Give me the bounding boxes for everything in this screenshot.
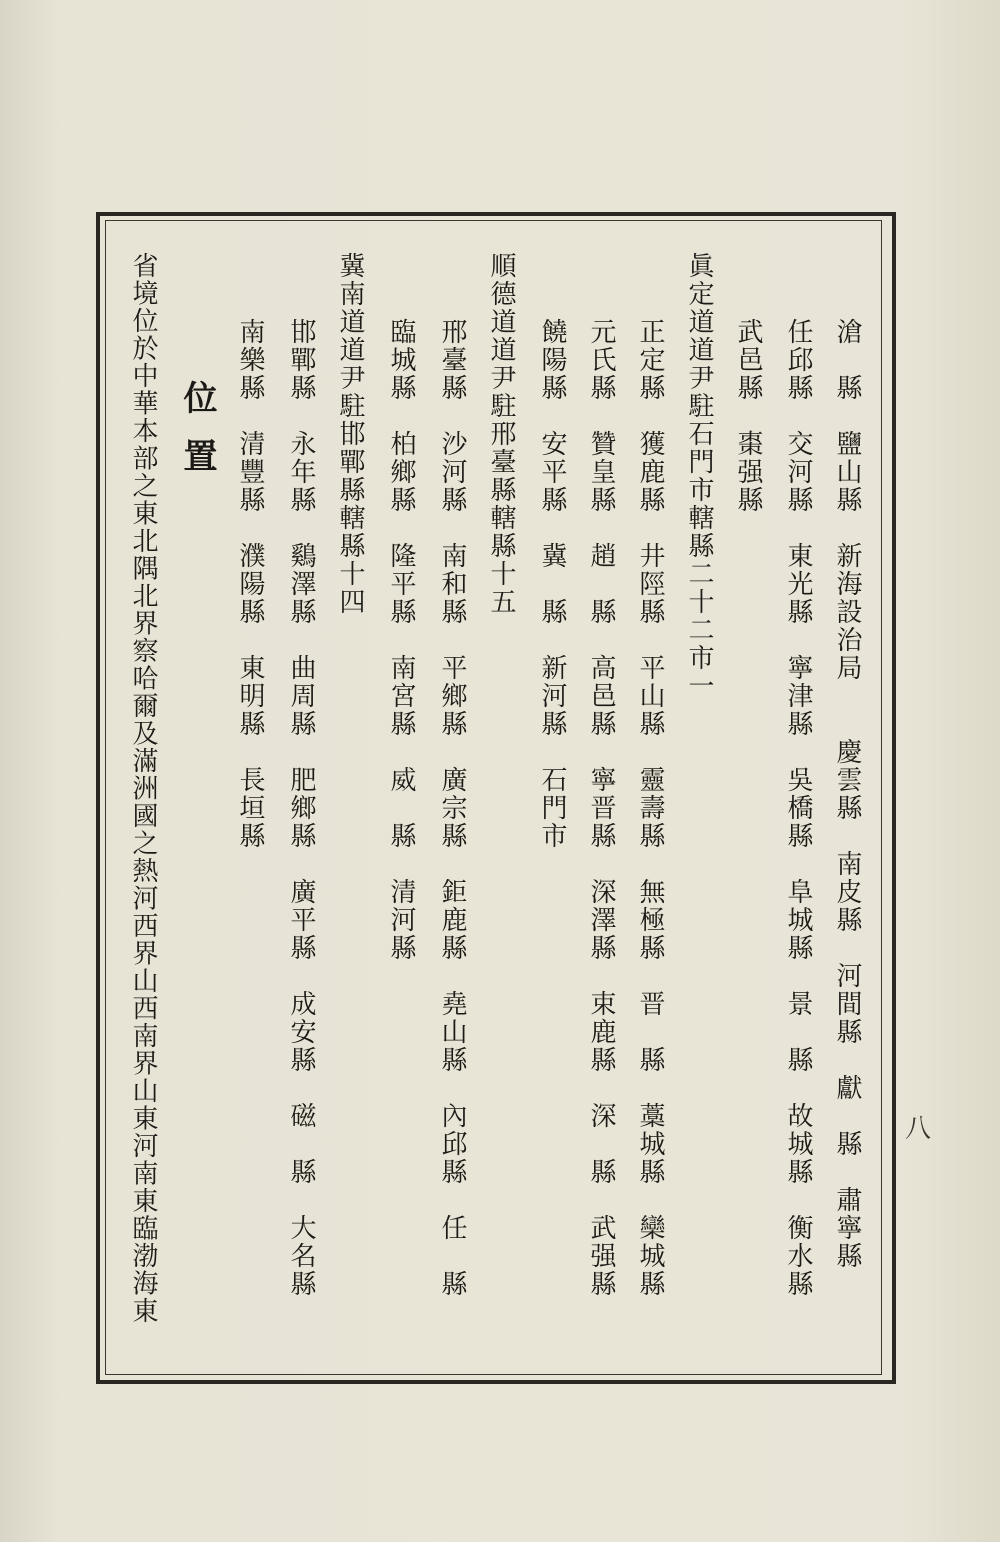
- page-number: 八: [905, 1114, 932, 1144]
- text-column-6: 元氏縣 贊皇縣 趙 縣 高邑縣 寧晋縣 深澤縣 束鹿縣 深 縣 武强縣: [586, 318, 616, 1298]
- text-column-13: 南樂縣 清豐縣 濮陽縣 東明縣 長垣縣: [235, 318, 265, 850]
- section-header-jinan: 冀南道道尹駐邯鄲縣轄縣十四: [335, 252, 365, 616]
- text-column-15: 省境位於中華本部之東北隅北界察哈爾及滿洲國之熱河西界山西南界山東河南東臨渤海東: [128, 252, 158, 1325]
- section-header-shunde: 順德道道尹駐邢臺縣轄縣十五: [486, 252, 516, 616]
- text-column-1: 滄 縣 鹽山縣 新海設治局 慶雲縣 南皮縣 河間縣 獻 縣 肅寧縣: [832, 318, 862, 1270]
- text-column-3: 武邑縣 棗强縣: [733, 318, 763, 514]
- text-column-10: 臨城縣 柏鄉縣 隆平縣 南宮縣 威 縣 清河縣: [386, 318, 416, 962]
- text-column-2: 任邱縣 交河縣 東光縣 寧津縣 吳橋縣 阜城縣 景 縣 故城縣 衡水縣: [783, 318, 813, 1298]
- text-column-5: 正定縣 獲鹿縣 井陘縣 平山縣 靈壽縣 無極縣 晋 縣 藁城縣 欒城縣: [635, 318, 665, 1298]
- section-heading-location: 位置: [177, 380, 217, 496]
- text-column-9: 邢臺縣 沙河縣 南和縣 平鄉縣 廣宗縣 鉅鹿縣 堯山縣 內邱縣 任 縣: [437, 318, 467, 1298]
- section-header-zhending: 眞定道道尹駐石門市轄縣二十二市一: [684, 252, 714, 700]
- text-column-12: 邯鄲縣 永年縣 鷄澤縣 曲周縣 肥鄉縣 廣平縣 成安縣 磁 縣 大名縣: [286, 318, 316, 1298]
- text-column-7: 饒陽縣 安平縣 冀 縣 新河縣 石門市: [537, 318, 567, 850]
